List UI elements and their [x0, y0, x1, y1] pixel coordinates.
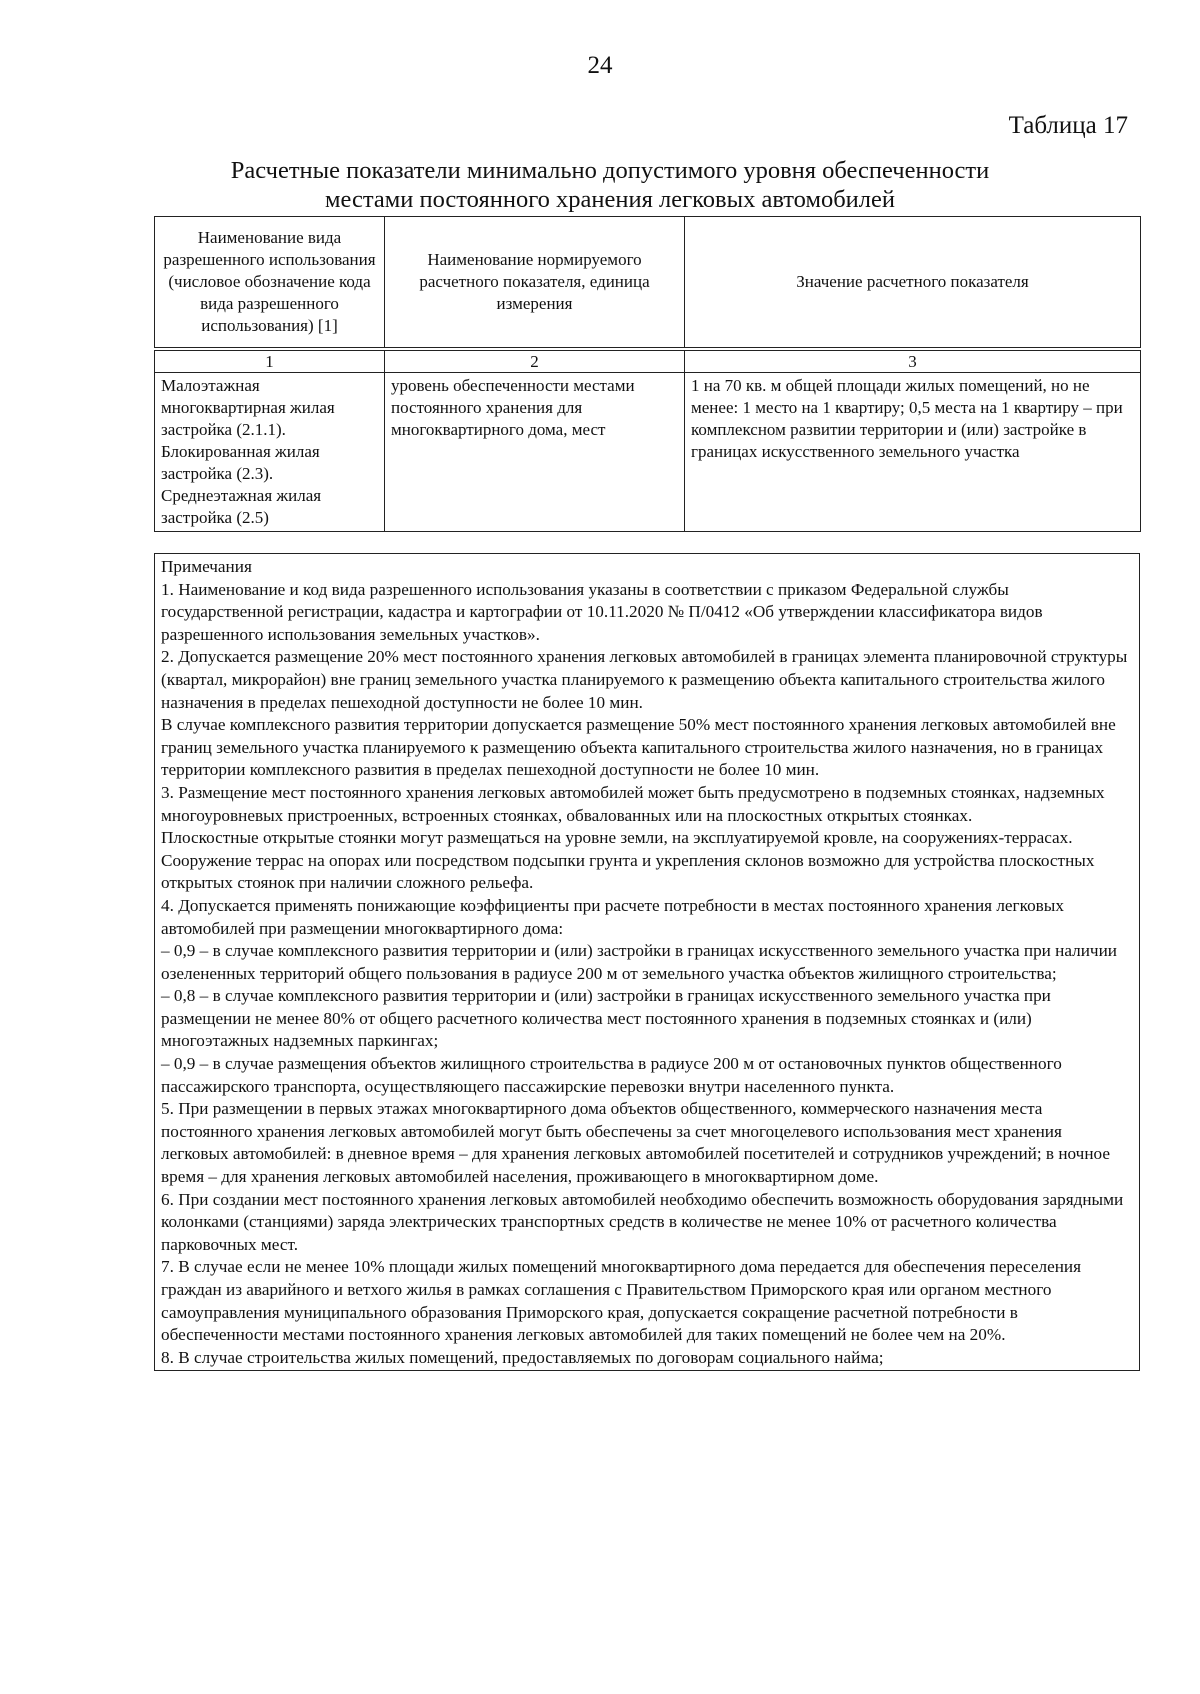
- note-paragraph: 4. Допускается применять понижающие коэффициенты при расчете потребности в местах постоянного хранения легковых автомобилей при размещении многоквартирного дома:: [161, 895, 1064, 938]
- header-cell-3: Значение расчетного показателя: [685, 217, 1141, 348]
- column-number-2: 2: [385, 351, 685, 373]
- column-number-row: [155, 351, 1141, 373]
- note-paragraph: – 0,9 – в случае размещения объектов жилищного строительства в радиусе 200 м от остановочных пунктов общественного пассажирского транспорта, осуществляющего пассажирские перевозки внутри населенного пункта.: [161, 1054, 1062, 1096]
- note-paragraph: В случае комплексного развития территории допускается размещение 50% мест постоянного хранения легковых автомобилей вне границ земельного участка планируемого к размещению объекта капитального строительства жилого назначения, но в границах территории комплексного развития в пределах пешеходной доступности не более 10 мин.: [161, 715, 1116, 780]
- note-paragraph: 3. Размещение мест постоянного хранения легковых автомобилей может быть предусмотрено в подземных стоянках, надземных многоуровневых пристроенных, встроенных стоянках, обвалованных или на плоскостных открытых стоянках.: [161, 782, 1105, 825]
- note-paragraph: 2. Допускается размещение 20% мест постоянного хранения легковых автомобилей в границах элемента планировочной структуры (квартал, микрорайон) вне границ земельного участка планируемого к размещению объекта капитального строительства жилого назначения в пределах пешеходной доступности не более 10 мин.: [161, 647, 1128, 712]
- note-paragraph: 8. В случае строительства жилых помещений, предоставляемых по договорам социального найма;: [161, 1347, 884, 1367]
- note-paragraph: 1. Наименование и код вида разрешенного использования указаны в соответствии с приказом Федеральной службы государственной регистрации, кадастра и картографии от 10.11.2020 № П/0412 «Об утверждении классификатора видов разрешенного использования земельных участков».: [161, 579, 1043, 644]
- row-cell-value: 1 на 70 кв. м общей площади жилых помещений, но не менее: 1 место на 1 квартиру; 0,5 места на 1 квартиру – при комплексном развитии территории и (или) застройке в границах искусственного земельного участка: [685, 373, 1141, 532]
- table-row: [155, 373, 1141, 532]
- table-label: Таблица 17: [1008, 112, 1128, 139]
- standards-table: [154, 216, 1141, 532]
- header-cell-2: Наименование нормируемого расчетного показателя, единица измерения: [385, 217, 685, 348]
- table-header-row: [155, 217, 1141, 348]
- note-paragraph: Плоскостные открытые стоянки могут размещаться на уровне земли, на эксплуатируемой кровле, на сооружениях-террасах. Сооружение террас на опорах или посредством подсыпки грунта и укрепления склонов возможно для устройства плоскостных открытых стоянок при наличии сложного рельефа.: [161, 828, 1095, 893]
- row-cell-indicator: уровень обеспеченности местами постоянного хранения для многоквартирного дома, мест: [385, 373, 685, 532]
- note-paragraph: – 0,8 – в случае комплексного развития территории и (или) застройки в границах искусственного земельного участка при размещении не менее 80% от общего расчетного количества мест постоянного хранения в подземных стоянках и (или) многоэтажных надземных паркингах;: [161, 986, 1051, 1051]
- column-number-3: 3: [685, 351, 1141, 373]
- note-paragraph: 5. При размещении в первых этажах многоквартирного дома объектов общественного, коммерческого назначения места постоянного хранения легковых автомобилей могут быть обеспечены за счет многоцелевого использования мест хранения легковых автомобилей: в дневное время – для хранения легковых автомобилей посетителей и сотрудников учреждений; в ночное время – для хранения легковых автомобилей населения, проживающего в многоквартирном доме.: [161, 1099, 1110, 1187]
- row-cell-land-use: Малоэтажная многоквартирная жилая застройка (2.1.1). Блокированная жилая застройка (2.3). Среднеэтажная жилая застройка (2.5): [155, 373, 385, 532]
- note-paragraph: – 0,9 – в случае комплексного развития территории и (или) застройки в границах искусственного земельного участка при наличии озелененных территорий общего пользования в радиусе 200 м от земельного участка объектов жилищного строительства;: [161, 941, 1117, 983]
- header-cell-1: Наименование вида разрешенного использования (числовое обозначение кода вида разрешенного использования) [1]: [155, 217, 385, 348]
- title-line-2: местами постоянного хранения легковых автомобилей: [324, 186, 896, 213]
- note-paragraph: 7. В случае если не менее 10% площади жилых помещений многоквартирного дома передается для обеспечения переселения граждан из аварийного и ветхого жилья в рамках соглашения с Правительством Приморского края или органом местного самоуправления муниципального образования Приморского края, допускается сокращение расчетной потребности в обеспеченности местами постоянного хранения легковых автомобилей для таких помещений не более чем на 20%.: [161, 1257, 1082, 1345]
- note-paragraph: 6. При создании мест постоянного хранения легковых автомобилей необходимо обеспечить возможность оборудования зарядными колонками (станциями) заряда электрических транспортных средств в количестве не менее 10% от расчетного количества парковочных мест.: [161, 1189, 1124, 1254]
- notes-title: Примечания: [161, 557, 252, 576]
- table-title: [150, 156, 1070, 214]
- column-number-1: 1: [155, 351, 385, 373]
- page-number: 24: [587, 52, 613, 79]
- notes-box: [154, 553, 1140, 1371]
- title-line-1: Расчетные показатели минимально допустимого уровня обеспеченности: [230, 157, 990, 184]
